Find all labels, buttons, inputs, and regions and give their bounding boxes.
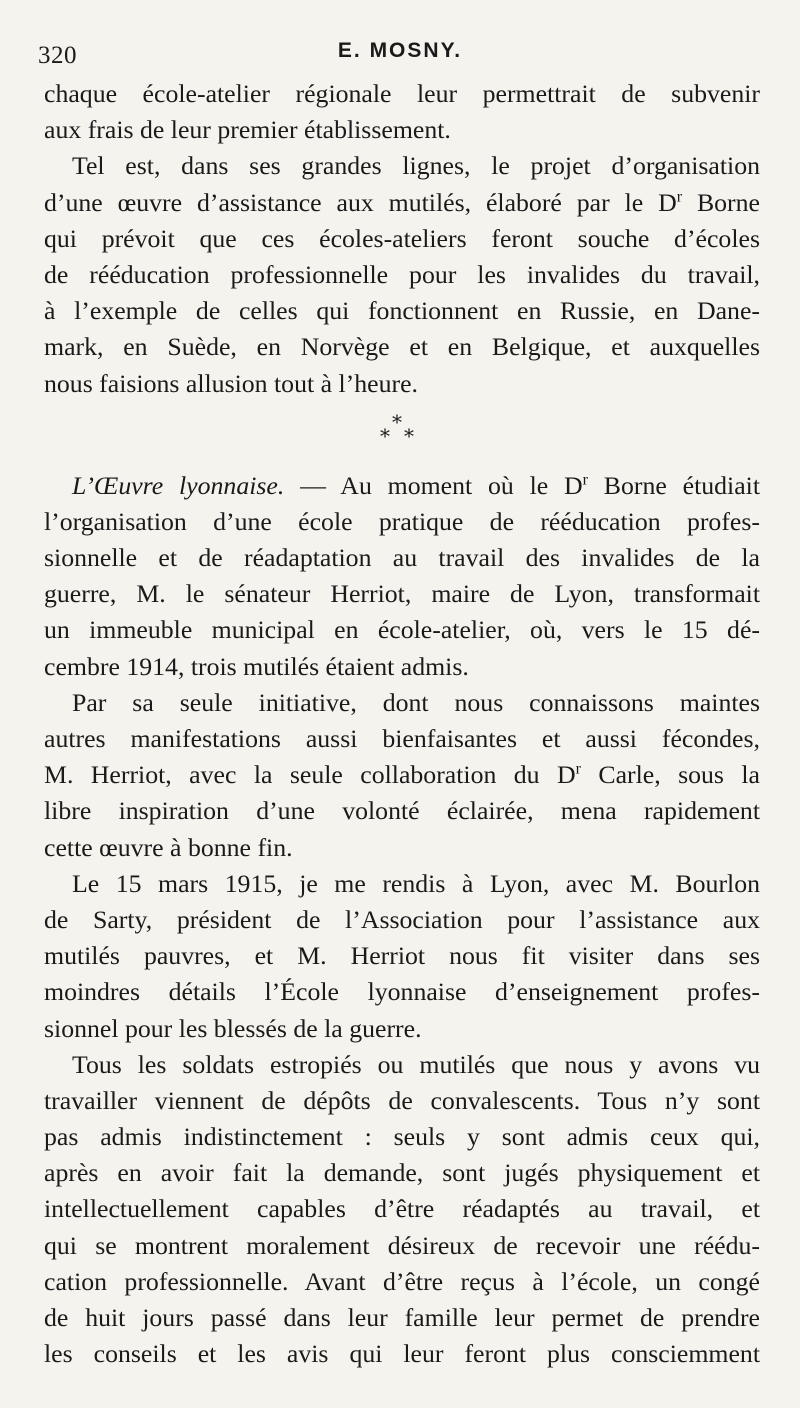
text-line: de Sarty, président de l’Association pour l’assistance aux: [44, 904, 760, 934]
paragraph-start-line: Le 15 mars 1915, je me rendis à Lyon, avec M. Bourlon: [72, 868, 760, 898]
superscript: r: [676, 187, 683, 205]
asterisk: *: [392, 409, 402, 434]
text-line: cembre 1914, trois mutilés étaient admis.: [44, 651, 469, 681]
text-fragment: Borne: [682, 187, 760, 217]
asterisk: *: [380, 423, 390, 448]
section-heading-line: [44, 468, 760, 504]
text-fragment: d’une œuvre d’assistance aux mutilés, élaboré par le D: [44, 187, 677, 217]
text-line: après en avoir fait la demande, sont jugés physiquement et: [44, 1158, 760, 1188]
text-fragment: — Au moment où le D: [284, 470, 583, 500]
running-head: [0, 0, 800, 80]
text-fragment: M. Herriot, avec la seule collaboration du D: [44, 760, 576, 790]
text-line: sionnelle et de réadaptation au travail des invalides de la: [44, 543, 760, 573]
superscript: r: [582, 471, 588, 489]
text-line: un immeuble municipal en école-atelier, où, vers le 15 dé-: [44, 615, 760, 645]
section-title: L’Œuvre lyonnaise.: [72, 470, 285, 500]
text-fragment: Borne étudiait: [587, 470, 760, 500]
paragraph-start-line: Tous les soldats estropiés ou mutilés que nous y avons vu: [72, 1049, 760, 1079]
text-line: libre inspiration d’une volonté éclairée, mena rapidement: [44, 796, 760, 826]
text-line: l’organisation d’une école pratique de rééducation profes-: [44, 506, 760, 536]
text-line: aux frais de leur premier établissement.: [44, 115, 451, 145]
text-line: intellectuellement capables d’être réadaptés au travail, et: [44, 1194, 760, 1224]
superscript: r: [575, 760, 581, 778]
text-line: sionnel pour les blessés de la guerre.: [44, 1013, 422, 1043]
section-separator-asterism: [44, 402, 760, 468]
text-line: de rééducation professionnelle pour les invalides du travail,: [44, 259, 760, 289]
text-line: les conseils et les avis qui leur feront plus consciemment: [44, 1339, 760, 1369]
text-line: autres manifestations aussi bienfaisantes et aussi fécondes,: [44, 724, 760, 753]
text-line: à l’exemple de celles qui fonctionnent en Russie, en Dane-: [44, 296, 760, 326]
text-line: travailler viennent de dépôts de convalescents. Tous n’y sont: [44, 1085, 760, 1115]
paragraph-start-line: Tel est, dans ses grandes lignes, le projet d’organisation: [72, 151, 760, 181]
text-line: chaque école-atelier régionale leur permettrait de subvenir: [44, 79, 760, 108]
text-line: mutilés pauvres, et M. Herriot nous fit visiter dans ses: [44, 941, 760, 971]
text-line: [44, 757, 760, 793]
text-line: qui prévoit que ces écoles-ateliers feront souche d’écoles: [44, 223, 760, 253]
text-line: nous faisions allusion tout à l’heure.: [44, 368, 418, 398]
paragraph-start-line: Par sa seule initiative, dont nous connaissons maintes: [72, 687, 760, 717]
asterisk: *: [404, 423, 414, 448]
text-line: cation professionnelle. Avant d’être reçus à l’école, un congé: [44, 1266, 760, 1296]
text-line: cette œuvre à bonne fin.: [44, 832, 293, 862]
text-line: moindres détails l’École lyonnaise d’enseignement profes-: [44, 977, 760, 1007]
text-fragment: Carle, sous la: [580, 760, 760, 790]
text-line: mark, en Suède, en Norvège et en Belgique, et auxquelles: [44, 332, 760, 362]
text-line: [44, 185, 760, 221]
page-number: 320: [38, 42, 77, 69]
body-text: [44, 76, 760, 1372]
text-line: de huit jours passé dans leur famille leur permet de prendre: [44, 1303, 760, 1332]
text-line: pas admis indistinctement : seuls y sont admis ceux qui,: [44, 1122, 760, 1152]
text-line: guerre, M. le sénateur Herriot, maire de Lyon, transformait: [44, 579, 760, 609]
author-heading: E. MOSNY.: [337, 39, 463, 62]
text-line: qui se montrent moralement désireux de recevoir une réédu-: [44, 1230, 760, 1260]
